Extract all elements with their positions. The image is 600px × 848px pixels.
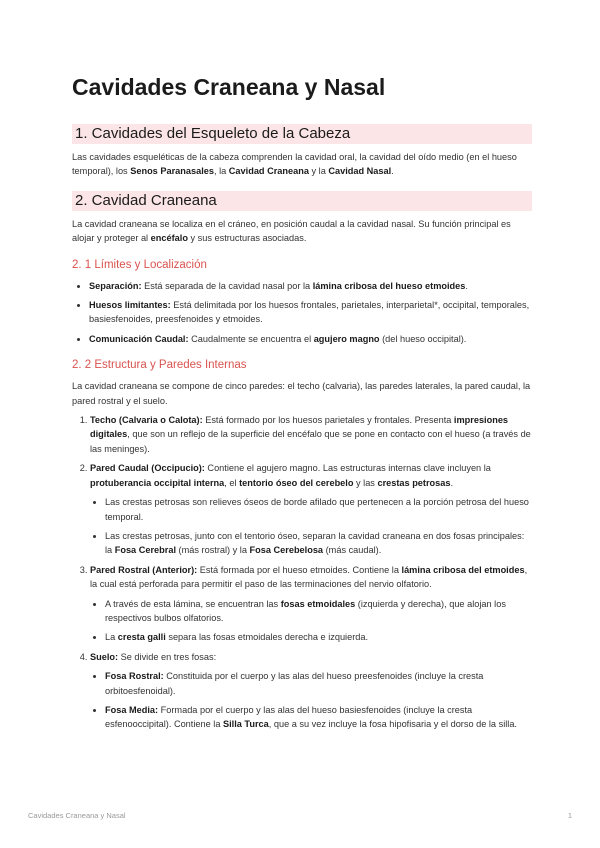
list-item-pared-caudal: 2. Pared Caudal (Occipucio): Contiene el agujero magno. Las estructuras internas clave incluyen la protuberancia occipital interna, el tentorio óseo del cerebelo y las crestas petrosas. • Las crestas petrosas son relieves óseos de borde afilado que pertenecen a la porción petrosa del hueso temporal. • Las crestas petrosas, junto con el tentorio óseo, separan la cavidad craneana en dos fosas principales: la Fosa Cerebral (más rostral) y la Fosa Cerebelosa (más caudal).: [90, 461, 532, 557]
section-2-heading: 2. Cavidad Craneana: [72, 191, 532, 211]
list-item: • A través de esta lámina, se encuentran las fosas etmoidales (izquierda y derecha), que alojan los respectivos bulbos olfatorios.: [105, 597, 532, 626]
list-item: • La cresta galli separa las fosas etmoidales derecha e izquierda.: [105, 630, 532, 644]
footer-title: Cavidades Craneana y Nasal: [28, 811, 126, 820]
list-item: • Huesos limitantes: Está delimitada por los huesos frontales, parietales, interparietal*, occipital, temporales, basiesfenoides, preesfenoides y etmoides.: [89, 298, 532, 327]
limits-list: [72, 279, 532, 347]
list-item-suelo: 4. Suelo: Se divide en tres fosas: • Fosa Rostral: Constituida por el cuerpo y las alas del hueso preesfenoides (incluye la cresta orbitoesfenoidal). • Fosa Media: Formada por el cuerpo y las alas del hueso basiesfenoides (incluye la cresta esfenooccipital). Contiene la Silla Turca, que a su vez incluye la fosa hipofisaria y el dorso de la silla.: [90, 650, 532, 732]
subsection-2-1-heading: 2. 1 Límites y Localización: [72, 258, 207, 271]
list-item: • Fosa Media: Formada por el cuerpo y las alas del hueso basiesfenoides (incluye la cresta esfenooccipital). Contiene la Silla Turca, que a su vez incluye la fosa hipofisaria y el dorso de la silla.: [105, 703, 532, 732]
list-item-techo: 1. Techo (Calvaria o Calota): Está formado por los huesos parietales y frontales. Presenta impresiones digitales, que son un reflejo de la superficie del encéfalo que se pone en contacto con el hueso (a través de las meninges).: [90, 413, 532, 456]
list-item-pared-rostral: 3. Pared Rostral (Anterior): Está formada por el hueso etmoides. Contiene la lámina cribosa del etmoides, la cual está perforada para permitir el paso de las terminaciones del nervio olfatorio. • A través de esta lámina, se encuentran las fosas etmoidales (izquierda y derecha), que alojan los respectivos bulbos olfatorios. • La cresta galli separa las fosas etmoidales derecha e izquierda.: [90, 563, 532, 645]
subsection-2-2-heading: 2. 2 Estructura y Paredes Internas: [72, 359, 247, 372]
list-item: • Separación: Está separada de la cavidad nasal por la lámina cribosa del hueso etmoides.: [89, 279, 532, 293]
walls-list: [72, 413, 532, 732]
sub-list: [90, 669, 532, 732]
page-footer: [28, 811, 572, 820]
subsection-2-2-intro: La cavidad craneana se compone de cinco paredes: el techo (calvaria), las paredes laterales, la pared caudal, la pared rostral y el suelo.: [72, 381, 531, 406]
document-title: Cavidades Craneana y Nasal: [72, 74, 386, 100]
section-1-paragraph: Las cavidades esqueléticas de la cabeza comprenden la cavidad oral, la cavidad del oído medio (en el hueso temporal), los Senos Paranasales, la Cavidad Craneana y la Cavidad Nasal.: [72, 152, 517, 177]
section-1-heading: 1. Cavidades del Esqueleto de la Cabeza: [72, 124, 532, 144]
document-page: [72, 72, 532, 737]
page-number: 1: [567, 811, 572, 820]
list-item: • Fosa Rostral: Constituida por el cuerpo y las alas del hueso preesfenoides (incluye la cresta orbitoesfenoidal).: [105, 669, 532, 698]
sub-list: [90, 597, 532, 645]
section-2-paragraph: La cavidad craneana se localiza en el cráneo, en posición caudal a la cavidad nasal. Su función principal es alojar y proteger al encéfalo y sus estructuras asociadas.: [72, 218, 511, 244]
list-item: • Las crestas petrosas son relieves óseos de borde afilado que pertenecen a la porción petrosa del hueso temporal.: [105, 495, 532, 524]
list-item: • Comunicación Caudal: Caudalmente se encuentra el agujero magno (del hueso occipital).: [89, 332, 532, 346]
list-item: • Las crestas petrosas, junto con el tentorio óseo, separan la cavidad craneana en dos fosas principales: la Fosa Cerebral (más rostral) y la Fosa Cerebelosa (más caudal).: [105, 529, 532, 558]
sub-list: [90, 495, 532, 558]
